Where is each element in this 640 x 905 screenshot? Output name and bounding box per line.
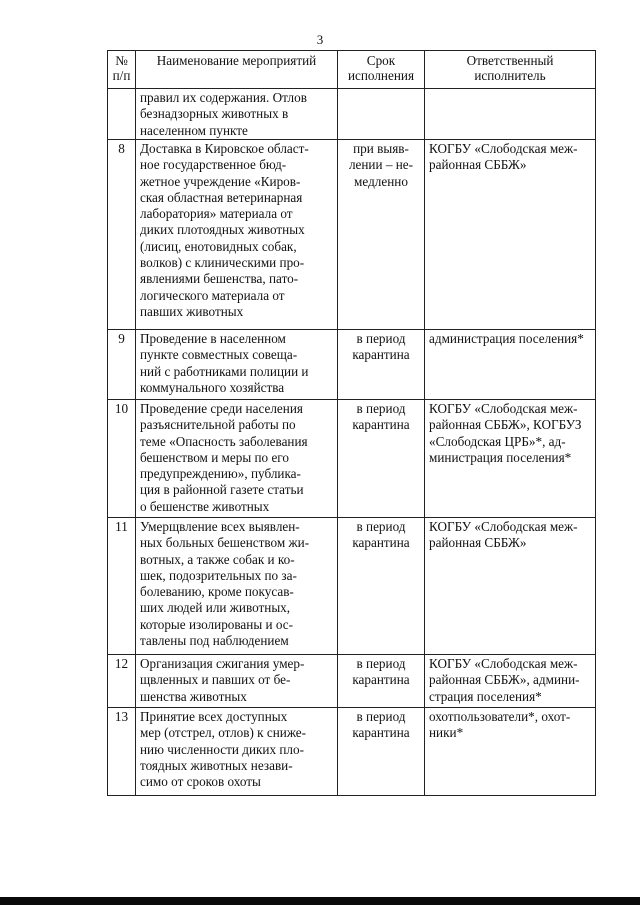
measures-table: [107, 50, 596, 796]
header-responsible: Ответственный исполнитель: [425, 51, 596, 89]
table-row: [108, 89, 596, 140]
row-number: 8: [108, 140, 136, 330]
row-measure: Умерщвление всех выявлен- ных больных бешенством жи- вотных, а также собак и ко- шек, подозрительных по за- болеванию, кроме покусав- ших людей или животных, которые изолированы и ос- тавлены под наблюдением: [136, 518, 338, 655]
row-responsible: администрация поселения*: [425, 330, 596, 400]
table-header-row: [108, 51, 596, 89]
row-measure: Проведение среди населения разъяснительной работы по теме «Опасность заболевания бешенством и меры по его предупреждению», публика- ция в районной газете статьи о бешенстве животных: [136, 400, 338, 518]
row-number: 12: [108, 655, 136, 708]
table-row: [108, 400, 596, 518]
page-number: 3: [316, 32, 324, 47]
row-responsible: КОГБУ «Слободская меж- районная СББЖ»: [425, 140, 596, 330]
row-measure: Доставка в Кировское област- ное государственное бюд- жетное учреждение «Киров- ская областная ветеринарная лаборатория» материала от диких плотоядных животных (лисиц, енотовидных собак, волков) с клиническими про- явлениями бешенства, пато- логического материала от павших животных: [136, 140, 338, 330]
header-term: Срок исполнения: [338, 51, 425, 89]
header-num: № п/п: [108, 51, 136, 89]
row-number: 11: [108, 518, 136, 655]
row-measure: Организация сжигания умер- щвленных и павших от бе- шенства животных: [136, 655, 338, 708]
row-responsible: КОГБУ «Слободская меж- районная СББЖ»: [425, 518, 596, 655]
row-term: при выяв- лении – не- медленно: [338, 140, 425, 330]
row-term: в период карантина: [338, 655, 425, 708]
row-responsible: [425, 89, 596, 140]
row-number: 9: [108, 330, 136, 400]
table-row: [108, 655, 596, 708]
table-row: [108, 140, 596, 330]
scan-edge-bar: [0, 897, 640, 905]
row-number: 10: [108, 400, 136, 518]
row-term: в период карантина: [338, 330, 425, 400]
row-measure: Проведение в населенном пункте совместных совеща- ний с работниками полиции и коммунального хозяйства: [136, 330, 338, 400]
row-term: в период карантина: [338, 708, 425, 796]
header-measure: Наименование мероприятий: [136, 51, 338, 89]
row-term: в период карантина: [338, 400, 425, 518]
row-number: 13: [108, 708, 136, 796]
row-term: в период карантина: [338, 518, 425, 655]
row-responsible: КОГБУ «Слободская меж- районная СББЖ», админи- страция поселения*: [425, 655, 596, 708]
row-responsible: охотпользователи*, охот- ники*: [425, 708, 596, 796]
row-number: [108, 89, 136, 140]
table-row: [108, 518, 596, 655]
table-row: [108, 708, 596, 796]
row-term: [338, 89, 425, 140]
row-measure: Принятие всех доступных мер (отстрел, отлов) к сниже- нию численности диких пло- тоядных животных незави- симо от сроков охоты: [136, 708, 338, 796]
table-row: [108, 330, 596, 400]
row-measure: правил их содержания. Отлов безнадзорных животных в населенном пункте: [136, 89, 338, 140]
row-responsible: КОГБУ «Слободская меж- районная СББЖ», КОГБУЗ «Слободская ЦРБ»*, ад- министрация поселения*: [425, 400, 596, 518]
